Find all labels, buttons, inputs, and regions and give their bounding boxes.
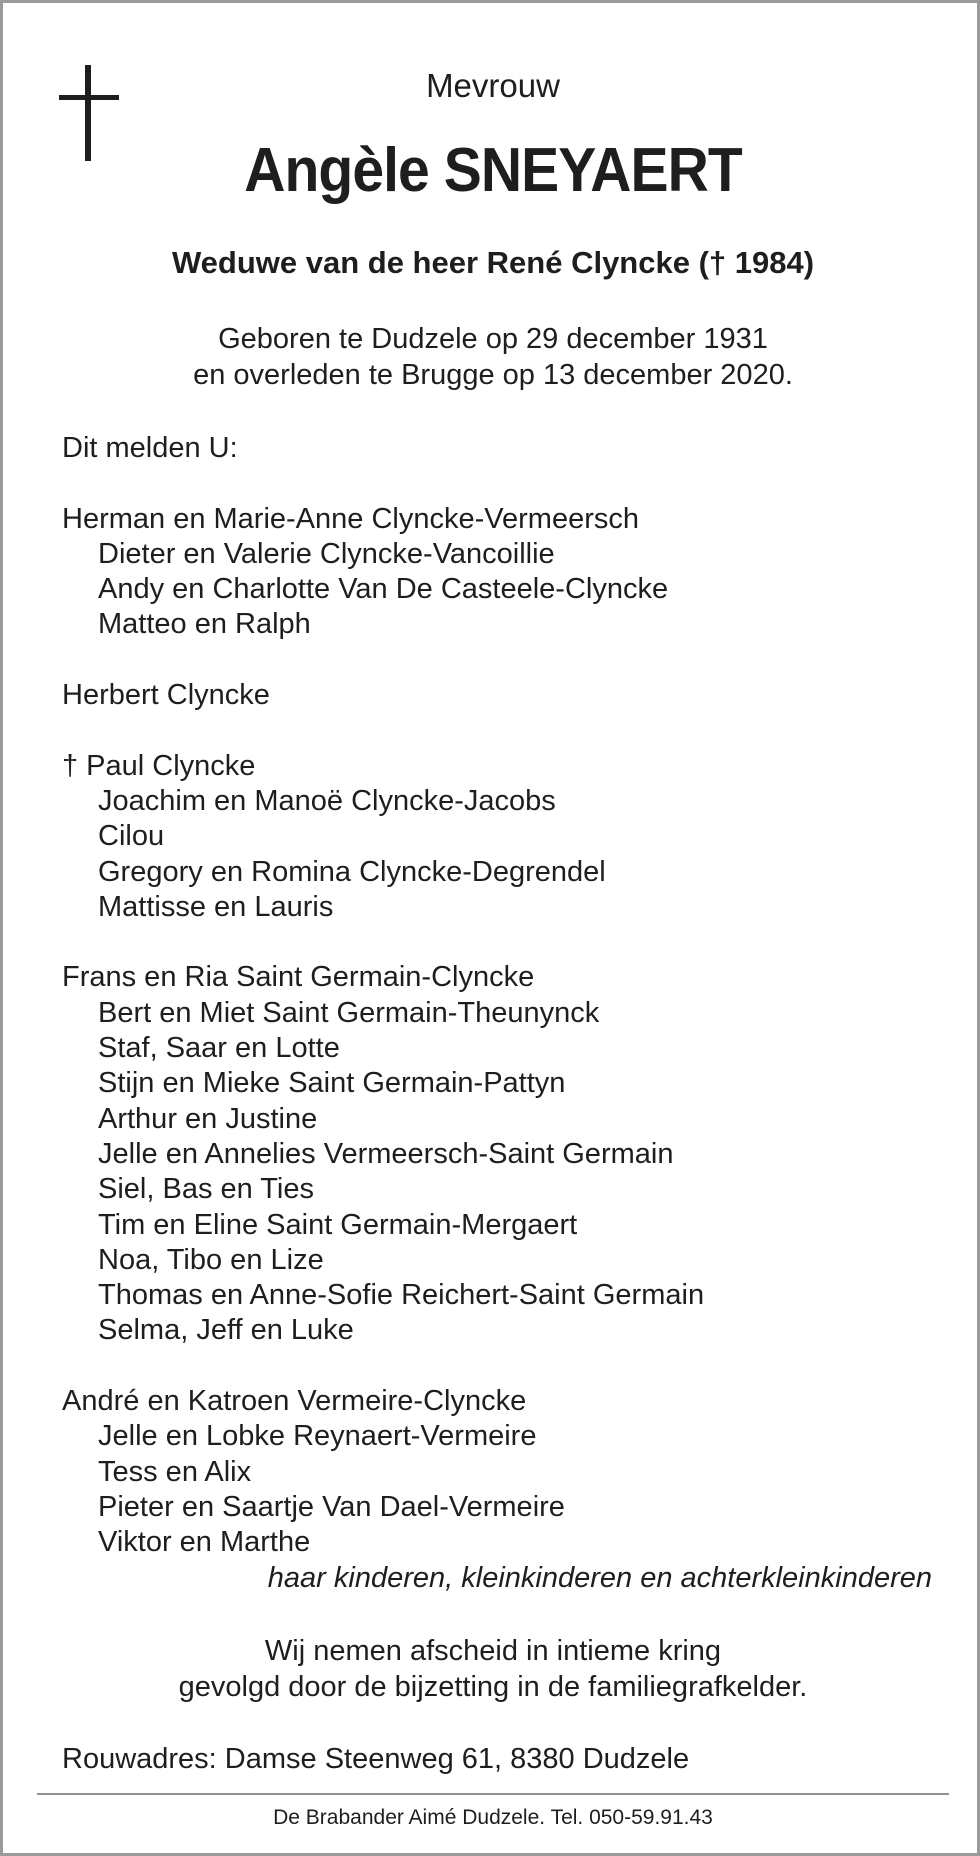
birth-line: Geboren te Dudzele op 29 december 1931 xyxy=(218,323,768,355)
family-member: Viktor en Marthe xyxy=(98,1526,311,1559)
family-member: Siel, Bas en Ties xyxy=(98,1173,314,1206)
family-member: Bert en Miet Saint Germain-Theunynck xyxy=(98,996,600,1029)
family-head: Herbert Clyncke xyxy=(62,679,270,712)
mourning-address: Rouwadres: Damse Steenweg 61, 8380 Dudzele xyxy=(62,1743,690,1775)
ceremony-note xyxy=(3,1633,980,1705)
family-member: Noa, Tibo en Lize xyxy=(98,1243,324,1276)
family-member: Cilou xyxy=(98,820,165,853)
closing-line-2: gevolgd door de bijzetting in de familiegrafkelder. xyxy=(178,1671,808,1703)
family-member: Selma, Jeff en Luke xyxy=(98,1314,354,1347)
family-head: Frans en Ria Saint Germain-Clyncke xyxy=(62,961,535,994)
salutation: Mevrouw xyxy=(426,67,560,104)
family-head: † Paul Clyncke xyxy=(62,749,256,782)
family-member: Dieter en Valerie Clyncke-Vancoillie xyxy=(98,537,555,570)
family-member: Staf, Saar en Lotte xyxy=(98,1032,340,1065)
birth-death-dates xyxy=(3,321,980,393)
family-head: André en Katroen Vermeire-Clyncke xyxy=(62,1385,527,1418)
family-member: Matteo en Ralph xyxy=(98,608,311,641)
family-member: Tim en Eline Saint Germain-Mergaert xyxy=(98,1208,578,1241)
closing-line-1: Wij nemen afscheid in intieme kring xyxy=(264,1635,722,1667)
family-member: Stijn en Mieke Saint Germain-Pattyn xyxy=(98,1067,566,1100)
family-member: Gregory en Romina Clyncke-Degrendel xyxy=(98,855,606,888)
family-member: Jelle en Lobke Reynaert-Vermeire xyxy=(98,1420,537,1453)
funeral-home-footer: De Brabander Aimé Dudzele. Tel. 050-59.91.43 xyxy=(273,1806,713,1829)
family-member: Arthur en Justine xyxy=(98,1102,318,1135)
family-member: Thomas en Anne-Sofie Reichert-Saint Germain xyxy=(98,1279,705,1312)
family-member: Mattisse en Lauris xyxy=(98,890,334,923)
deceased-name: Angèle SNEYAERT xyxy=(244,136,742,205)
divider xyxy=(37,1793,949,1795)
family-member: Jelle en Annelies Vermeersch-Saint Germain xyxy=(98,1137,674,1170)
family-member: Joachim en Manoë Clyncke-Jacobs xyxy=(98,784,556,817)
death-line: en overleden te Brugge op 13 december 2020. xyxy=(193,359,793,391)
family-member: Pieter en Saartje Van Dael-Vermeire xyxy=(98,1490,565,1523)
family-announcement xyxy=(62,431,932,1596)
widow-of-line: Weduwe van de heer René Clyncke († 1984) xyxy=(171,245,815,280)
family-member: Andy en Charlotte Van De Casteele-Clyncke xyxy=(98,573,669,606)
intro-line: Dit melden U: xyxy=(62,432,238,464)
family-head: Herman en Marie-Anne Clyncke-Vermeersch xyxy=(62,502,639,535)
signoff-line: haar kinderen, kleinkinderen en achterkleinkinderen xyxy=(267,1561,932,1594)
family-member: Tess en Alix xyxy=(98,1455,252,1488)
